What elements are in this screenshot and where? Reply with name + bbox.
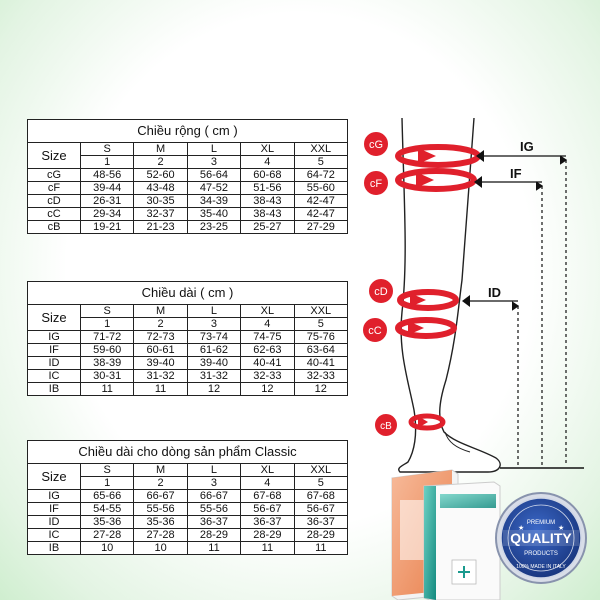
row-label: cC (28, 208, 81, 221)
table-cell: 32-37 (134, 208, 187, 221)
row-label: IC (28, 529, 81, 542)
row-label: IG (28, 331, 81, 344)
table-cell: 28-29 (241, 529, 294, 542)
size-col-xl: XL (241, 143, 294, 156)
row-label: cB (28, 221, 81, 234)
table-cell: 31-32 (134, 370, 187, 383)
table-cell: 21-23 (134, 221, 187, 234)
size-col-l: L (187, 143, 240, 156)
measure-if (474, 176, 542, 466)
size-num-3: 3 (187, 318, 240, 331)
table-cell: 19-21 (81, 221, 134, 234)
label-cd: cD (374, 286, 388, 298)
size-num-5: 5 (294, 156, 347, 169)
star-icon: ★ (558, 525, 565, 532)
label-cg-circle (363, 131, 389, 157)
table-cell: 35-40 (187, 208, 240, 221)
label-cc: cC (368, 325, 382, 337)
row-label: cG (28, 169, 81, 182)
table-cell: 11 (187, 542, 240, 555)
size-header: Size (28, 143, 81, 169)
table-cell: 28-29 (187, 529, 240, 542)
size-col-l: L (187, 464, 240, 477)
table-cell: 62-63 (241, 344, 294, 357)
table-cell: 55-56 (134, 503, 187, 516)
label-cb: cB (380, 421, 392, 432)
table-cell: 11 (241, 542, 294, 555)
table-cell: 73-74 (187, 331, 240, 344)
table-cell: 72-73 (134, 331, 187, 344)
label-cd-circle (368, 278, 394, 304)
label-cb-circle (374, 413, 398, 437)
label-cg: cG (368, 139, 384, 151)
row-label: IB (28, 542, 81, 555)
size-num-5: 5 (294, 318, 347, 331)
table-cell: 66-67 (187, 490, 240, 503)
size-num-3: 3 (187, 156, 240, 169)
table-cell: 42-47 (294, 195, 347, 208)
badge-main-text: QUALITY (510, 530, 572, 546)
size-num-4: 4 (241, 318, 294, 331)
label-if: IF (510, 166, 522, 181)
size-col-xl: XL (241, 464, 294, 477)
table-cell: 56-67 (241, 503, 294, 516)
table-cell: 60-68 (241, 169, 294, 182)
table-cell: 27-28 (81, 529, 134, 542)
table-cell: 30-35 (134, 195, 187, 208)
table-cell: 28-29 (294, 529, 347, 542)
table-cell: 40-41 (241, 357, 294, 370)
measure-id (462, 295, 518, 466)
table-cell: 43-48 (134, 182, 187, 195)
size-col-m: M (134, 305, 187, 318)
badge-bottom-text: 100% MADE IN ITALY (516, 564, 566, 570)
table-cell: 27-29 (294, 221, 347, 234)
row-label: IC (28, 370, 81, 383)
star-icon: ★ (518, 525, 525, 532)
table-cell: 67-68 (241, 490, 294, 503)
label-cc-circle (362, 317, 388, 343)
size-num-1: 1 (81, 156, 134, 169)
size-header: Size (28, 305, 81, 331)
table-cell: 75-76 (294, 331, 347, 344)
table-cell: 23-25 (187, 221, 240, 234)
table-cell: 39-44 (81, 182, 134, 195)
table-cell: 25-27 (241, 221, 294, 234)
row-label: cF (28, 182, 81, 195)
size-col-xl: XL (241, 305, 294, 318)
table-cell: 55-60 (294, 182, 347, 195)
measure-ig (476, 150, 566, 466)
table-cell: 67-68 (294, 490, 347, 503)
table-cell: 38-39 (81, 357, 134, 370)
table-cell: 29-34 (81, 208, 134, 221)
table-cell: 36-37 (187, 516, 240, 529)
table-cell: 31-32 (187, 370, 240, 383)
size-num-4: 4 (241, 156, 294, 169)
size-num-1: 1 (81, 318, 134, 331)
size-num-1: 1 (81, 477, 134, 490)
label-id: ID (488, 285, 501, 300)
table-cell: 39-40 (187, 357, 240, 370)
table-cell: 11 (134, 383, 187, 396)
size-col-s: S (81, 464, 134, 477)
table-cell: 66-67 (134, 490, 187, 503)
table-cell: 11 (294, 542, 347, 555)
table-cell: 26-31 (81, 195, 134, 208)
table-cell: 47-52 (187, 182, 240, 195)
table-cell: 60-61 (134, 344, 187, 357)
table-cell: 10 (81, 542, 134, 555)
size-col-l: L (187, 305, 240, 318)
table-cell: 27-28 (134, 529, 187, 542)
table-cell: 55-56 (187, 503, 240, 516)
table-cell: 12 (187, 383, 240, 396)
size-col-m: M (134, 464, 187, 477)
width-table-title: Chiều rộng ( cm ) (28, 120, 348, 143)
length-table-title: Chiều dài ( cm ) (28, 282, 348, 305)
size-col-m: M (134, 143, 187, 156)
table-cell: 63-64 (294, 344, 347, 357)
table-cell: 71-72 (81, 331, 134, 344)
table-cell: 52-60 (134, 169, 187, 182)
row-label: ID (28, 357, 81, 370)
label-cf: cF (369, 178, 383, 190)
table-cell: 51-56 (241, 182, 294, 195)
table-cell: 34-39 (187, 195, 240, 208)
product-box-teal (424, 482, 500, 600)
table-cell: 64-72 (294, 169, 347, 182)
table-cell: 30-31 (81, 370, 134, 383)
row-label: IB (28, 383, 81, 396)
size-col-s: S (81, 305, 134, 318)
classic-table-title: Chiều dài cho dòng sản phẩm Classic (28, 441, 348, 464)
row-label: cD (28, 195, 81, 208)
table-cell: 42-47 (294, 208, 347, 221)
table-cell: 59-60 (81, 344, 134, 357)
size-num-2: 2 (134, 477, 187, 490)
table-cell: 32-33 (241, 370, 294, 383)
table-cell: 35-36 (81, 516, 134, 529)
size-num-2: 2 (134, 156, 187, 169)
label-ig: IG (520, 139, 534, 154)
table-cell: 10 (134, 542, 187, 555)
size-col-xxl: XXL (294, 143, 347, 156)
table-cell: 11 (81, 383, 134, 396)
table-cell: 36-37 (241, 516, 294, 529)
table-cell: 65-66 (81, 490, 134, 503)
row-label: IG (28, 490, 81, 503)
size-num-2: 2 (134, 318, 187, 331)
size-num-3: 3 (187, 477, 240, 490)
size-num-4: 4 (241, 477, 294, 490)
label-cf-circle (363, 170, 389, 196)
table-cell: 36-37 (294, 516, 347, 529)
size-num-5: 5 (294, 477, 347, 490)
table-cell: 56-67 (294, 503, 347, 516)
size-col-xxl: XXL (294, 305, 347, 318)
table-cell: 38-43 (241, 195, 294, 208)
quality-badge (496, 493, 586, 583)
table-cell: 12 (294, 383, 347, 396)
size-col-s: S (81, 143, 134, 156)
row-label: IF (28, 503, 81, 516)
row-label: IF (28, 344, 81, 357)
table-cell: 39-40 (134, 357, 187, 370)
size-header: Size (28, 464, 81, 490)
table-cell: 74-75 (241, 331, 294, 344)
table-cell: 48-56 (81, 169, 134, 182)
table-cell: 38-43 (241, 208, 294, 221)
table-cell: 54-55 (81, 503, 134, 516)
table-cell: 12 (241, 383, 294, 396)
badge-top-text: PREMIUM (526, 520, 556, 526)
size-col-xxl: XXL (294, 464, 347, 477)
table-cell: 40-41 (294, 357, 347, 370)
table-cell: 32-33 (294, 370, 347, 383)
table-cell: 35-36 (134, 516, 187, 529)
table-cell: 56-64 (187, 169, 240, 182)
row-label: ID (28, 516, 81, 529)
table-cell: 61-62 (187, 344, 240, 357)
badge-sub-text: PRODUCTS (524, 551, 558, 557)
